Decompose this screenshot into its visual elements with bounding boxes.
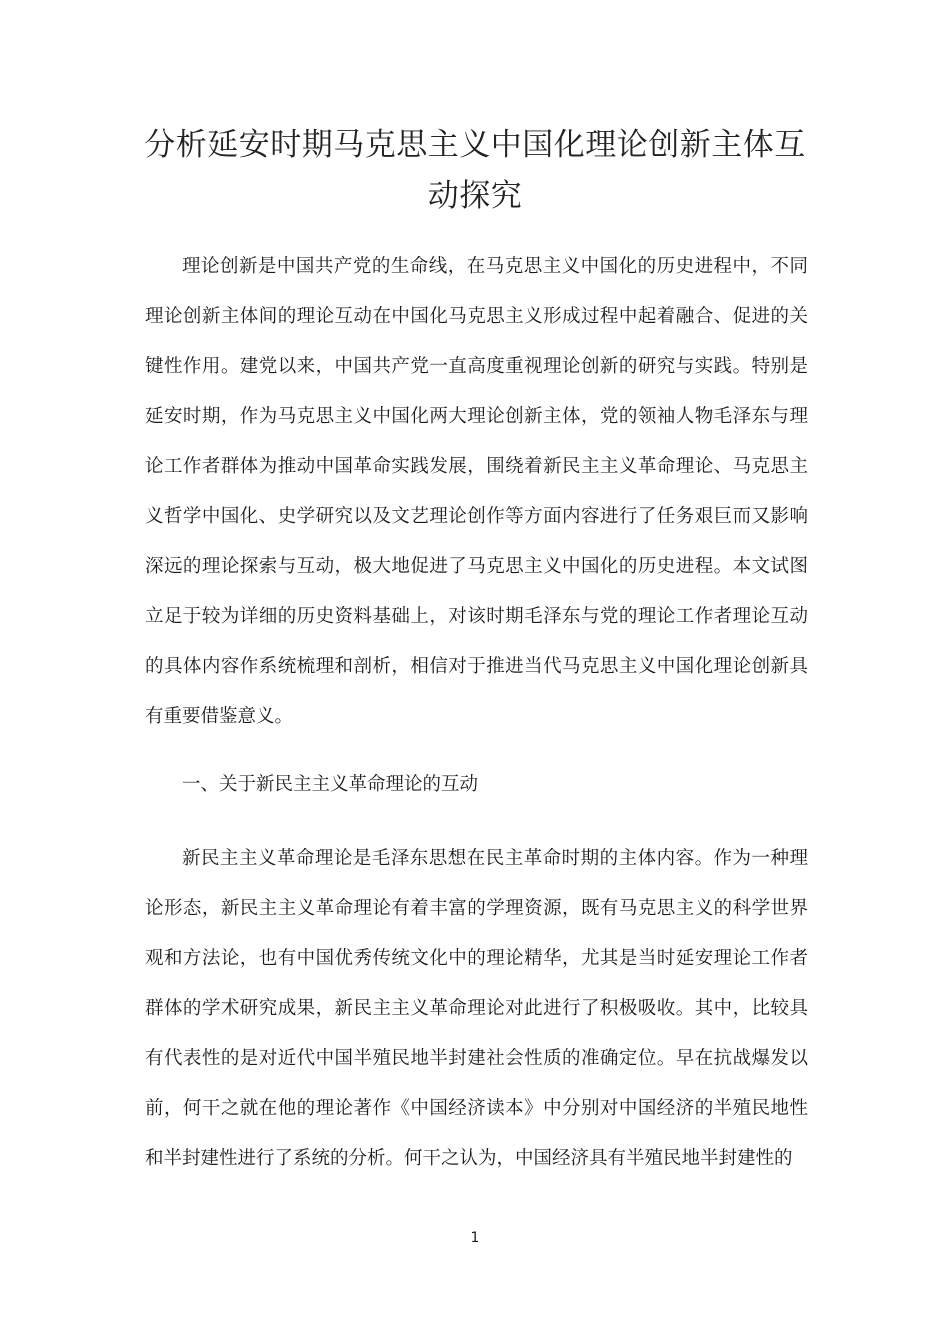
- document-title: 分析延安时期马克思主义中国化理论创新主体互动探究: [144, 127, 806, 214]
- section-heading: 一、关于新民主主义革命理论的互动: [182, 774, 479, 795]
- page-number: 1: [470, 1230, 480, 1246]
- section-paragraph: 新民主主义革命理论是毛泽东思想在民主革命时期的主体内容。作为一种理论形态，新民主主义革命理论有着丰富的学理资源，既有马克思主义的科学世界观和方法论，也有中国优秀传统文化中的理论精华，尤其是当时延安理论工作者群体的学术研究成果，新民主主义革命理论对此进行了积极吸收。其中，比较具有代表性的是对近代中国半殖民地半封建社会性质的准确定位。早在抗战爆发以前，何干之就在他的理论著作《中国经济读本》中分别对中国经济的半殖民地性和半封建性进行了系统的分析。何干之认为，中国经济具有半殖民地半封建性的: [145, 848, 808, 1169]
- intro-paragraph: 理论创新是中国共产党的生命线，在马克思主义中国化的历史进程中，不同理论创新主体间的理论互动在中国化马克思主义形成过程中起着融合、促进的关键性作用。建党以来，中国共产党一直高度重视理论创新的研究与实践。特别是延安时期，作为马克思主义中国化两大理论创新主体，党的领袖人物毛泽东与理论工作者群体为推动中国革命实践发展，围绕着新民主主义革命理论、马克思主义哲学中国化、史学研究以及文艺理论创作等方面内容进行了任务艰巨而又影响深远的理论探索与互动，极大地促进了马克思主义中国化的历史进程。本文试图立足于较为详细的历史资料基础上，对该时期毛泽东与党的理论工作者理论互动的具体内容作系统梳理和剖析，相信对于推进当代马克思主义中国化理论创新具有重要借鉴意义。: [145, 256, 808, 727]
